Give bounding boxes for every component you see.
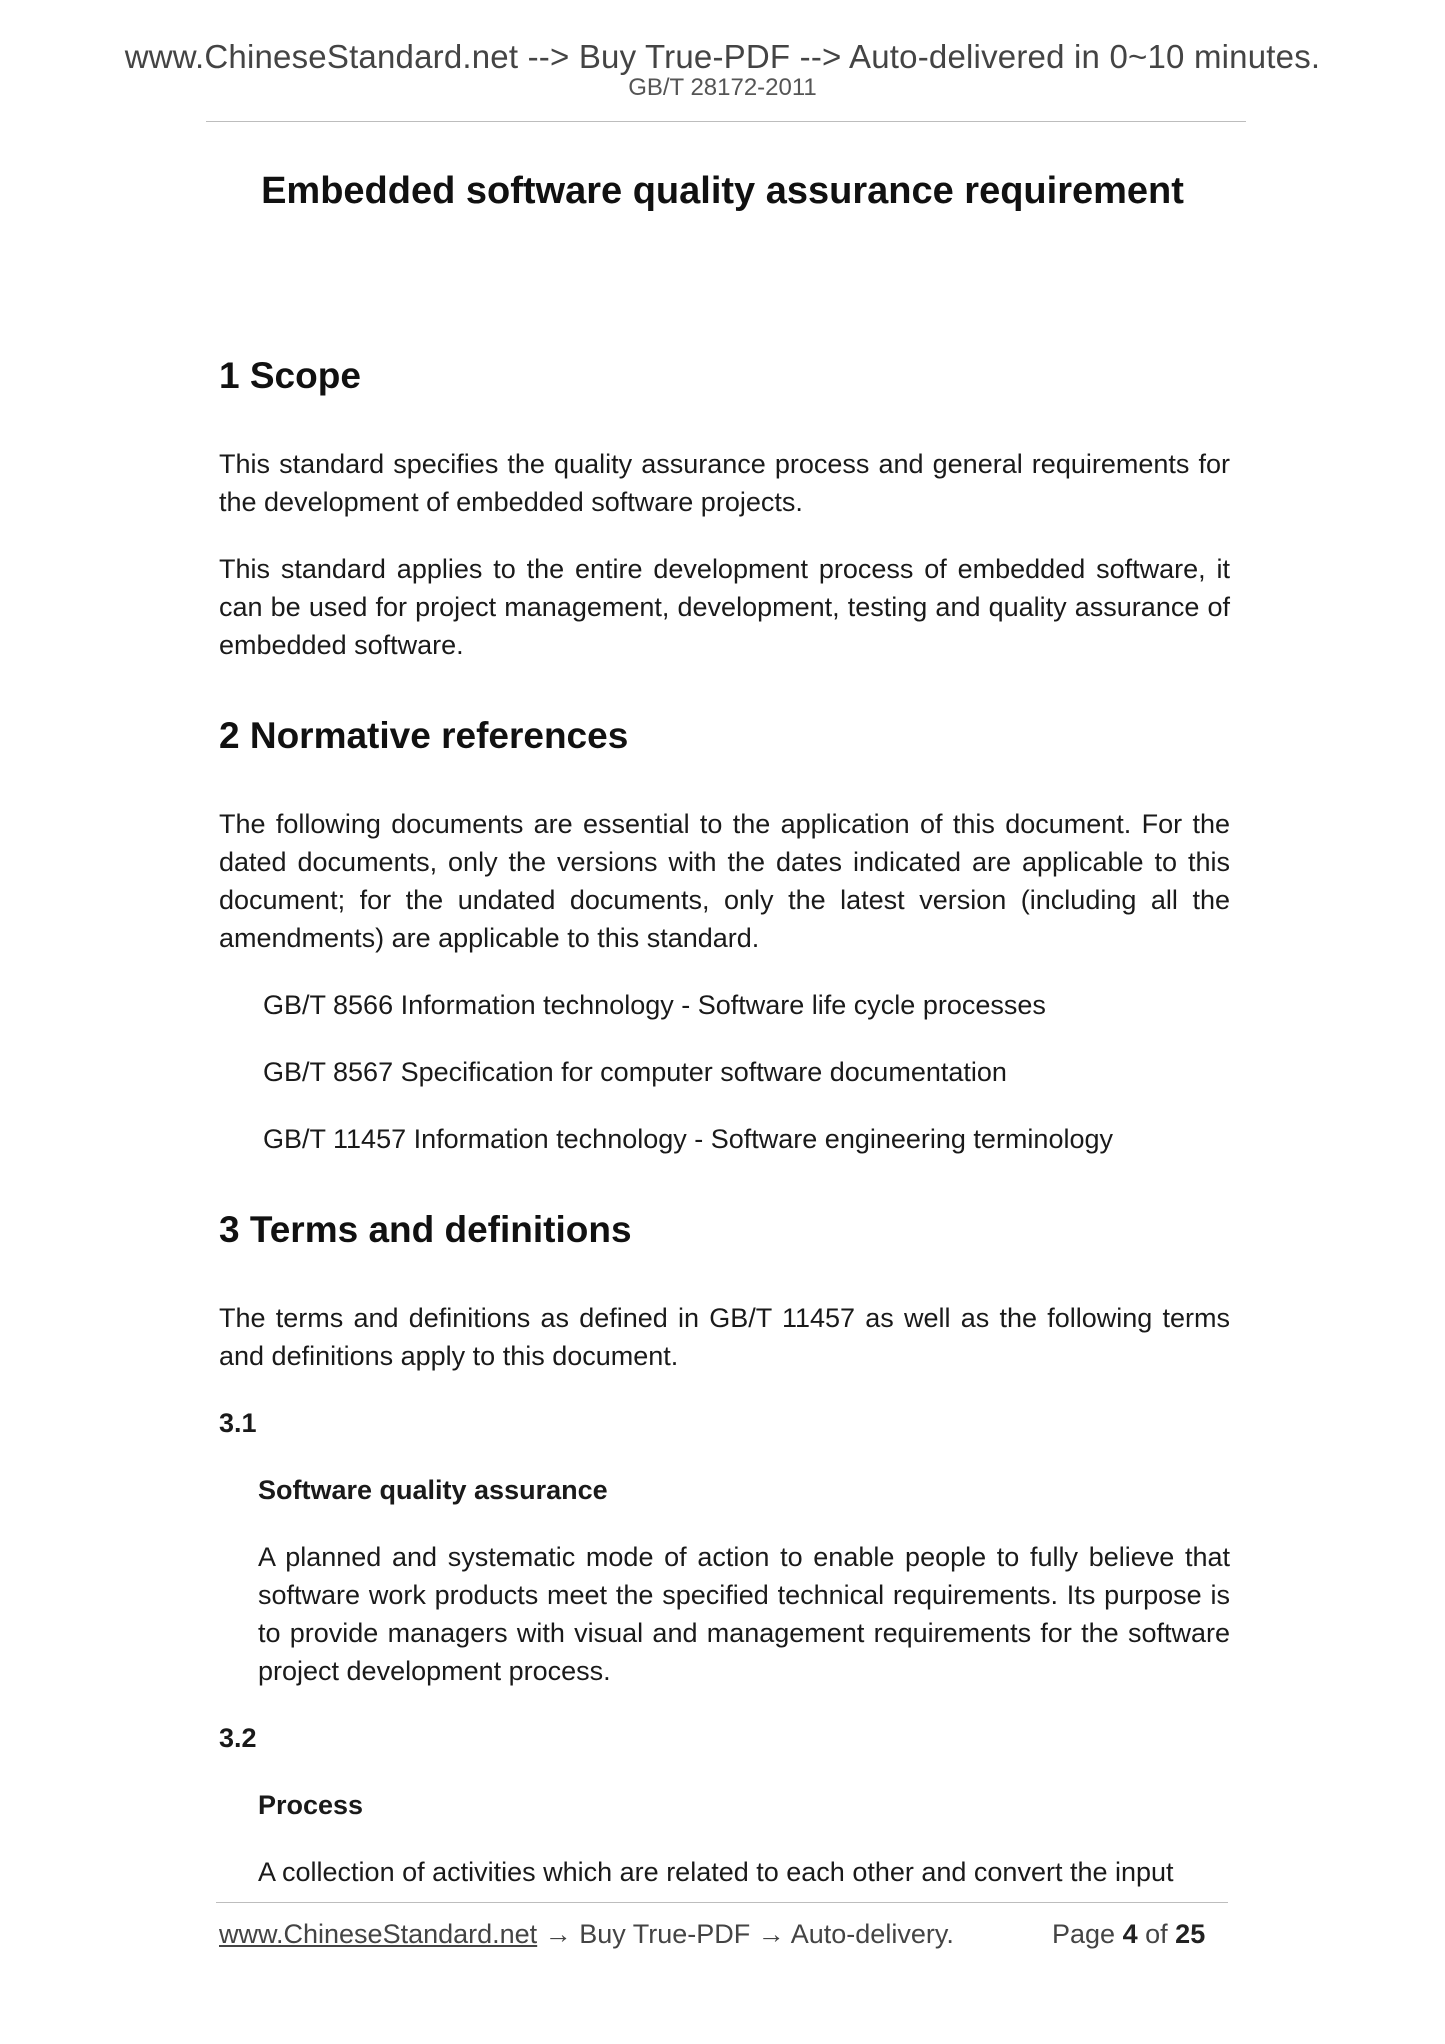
clause-number: 3.2: [219, 1723, 257, 1753]
reference-item: GB/T 11457 Information technology - Software engineering terminology: [263, 1124, 1113, 1154]
scope-paragraph: This standard specifies the quality assurance process and general requirements for the development of embedded software projects.: [219, 449, 1230, 517]
page-indicator: [1052, 1919, 1205, 1950]
total-pages: 25: [1175, 1919, 1206, 1949]
page-label: Page: [1052, 1919, 1116, 1949]
clause-number: 3.1: [219, 1408, 257, 1438]
page-number: 4: [1122, 1919, 1138, 1949]
section-heading-normative-references: 2 Normative references: [219, 715, 629, 756]
standard-code: GB/T 28172-2011: [628, 74, 817, 101]
term-name: Process: [258, 1790, 364, 1820]
document-title: Embedded software quality assurance requirement: [261, 170, 1184, 212]
section-heading-terms: 3 Terms and definitions: [219, 1209, 632, 1250]
footer-tagline: → Buy True-PDF → Auto-delivery.: [544, 1919, 954, 1949]
terms-intro: The terms and definitions as defined in GB/T 11457 as well as the following terms and definitions apply to this document.: [219, 1303, 1230, 1371]
footer-left: [219, 1919, 954, 1950]
of-label: of: [1145, 1919, 1168, 1949]
footer-site-link[interactable]: www.ChineseStandard.net: [219, 1919, 538, 1949]
term-definition: A planned and systematic mode of action to enable people to fully believe that software work products meet the specified technical requirements. Its purpose is to provide managers with visual and management requirements for the software project development process.: [258, 1542, 1230, 1686]
header-banner: www.ChineseStandard.net --> Buy True-PDF --> Auto-delivered in 0~10 minutes.: [124, 38, 1321, 75]
scope-paragraph: This standard applies to the entire development process of embedded software, it can be used for project management, development, testing and quality assurance of embedded software.: [219, 554, 1230, 660]
document-body: [219, 354, 1230, 1920]
reference-item: GB/T 8567 Specification for computer software documentation: [263, 1057, 1007, 1087]
normative-intro: The following documents are essential to the application of this document. For the dated documents, only the versions with the dates indicated are applicable to this document; for the undated documents, only the latest version (including all the amendments) are applicable to this standard.: [219, 809, 1230, 953]
header-divider: [206, 121, 1246, 122]
footer-divider: [216, 1902, 1228, 1903]
term-definition: A collection of activities which are related to each other and convert the input: [258, 1857, 1174, 1887]
term-name: Software quality assurance: [258, 1475, 608, 1505]
section-heading-scope: 1 Scope: [219, 355, 361, 396]
reference-item: GB/T 8566 Information technology - Software life cycle processes: [263, 990, 1046, 1020]
